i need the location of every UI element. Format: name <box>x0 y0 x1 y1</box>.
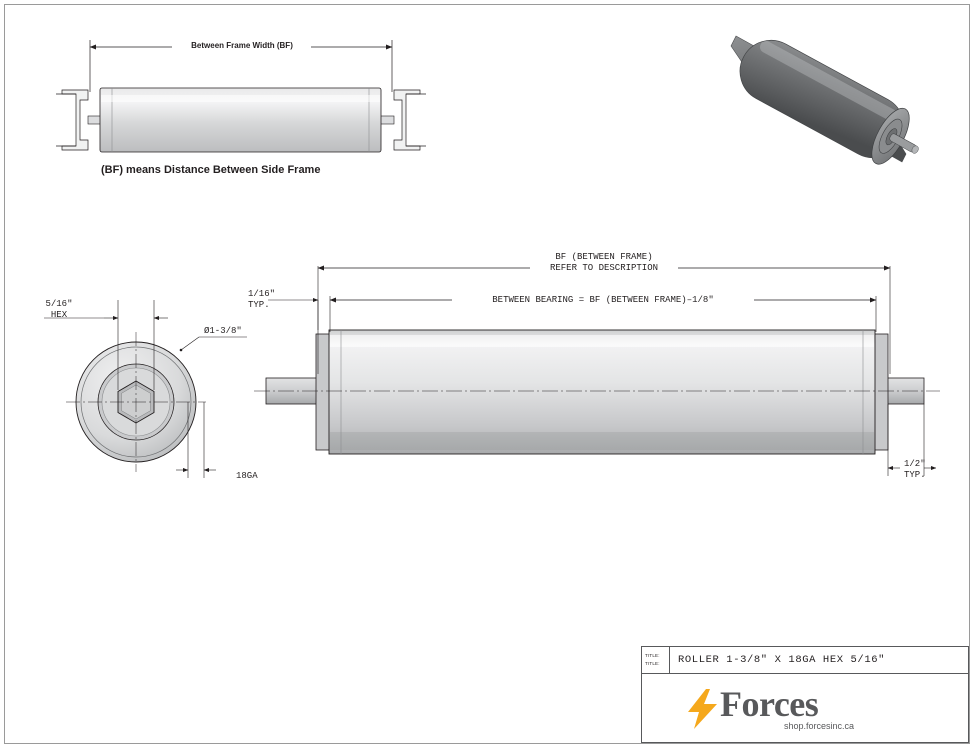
side-view-roller <box>254 330 940 454</box>
part-description: ROLLER 1-3/8" X 18GA HEX 5/16" <box>678 654 886 666</box>
logo-website-url: shop.forcesinc.ca <box>784 720 855 731</box>
between-bearing-label: BETWEEN BEARING = BF (BETWEEN FRAME)–1/8" <box>492 295 714 305</box>
title-block <box>641 646 969 743</box>
left-gap-label-line1: 1/16" <box>248 289 276 299</box>
isometric-roller-3d <box>729 29 933 178</box>
title-block-field-label <box>642 647 670 673</box>
right-shaft-label-line2: TYP. <box>904 470 926 480</box>
title-field-caption-1: TITLE: <box>645 653 660 658</box>
bf-dimension-line2: REFER TO DESCRIPTION <box>549 263 659 273</box>
between-frame-width-label: Between Frame Width (BF) <box>191 41 293 50</box>
title-field-caption-2: TITLE: <box>645 661 660 666</box>
title-block-row-description <box>642 647 968 674</box>
company-logo <box>642 674 968 743</box>
right-shaft-label-line1: 1/2" <box>904 459 926 469</box>
wall-gauge-label: 18GA <box>236 471 258 481</box>
bf-caption: (BF) means Distance Between Side Frame <box>101 164 321 176</box>
tube-diameter-label: Ø1-3/8" <box>204 326 242 336</box>
logo-wordmark: Forces <box>720 683 819 724</box>
between-frame-illustration <box>56 40 426 152</box>
left-gap-label-line2: TYP. <box>248 300 270 310</box>
bf-dimension-line1: BF (BETWEEN FRAME) <box>555 252 653 262</box>
end-view-circle <box>66 332 206 472</box>
hex-size-label-line2: HEX <box>50 310 68 320</box>
lightning-bolt-icon <box>686 689 720 729</box>
hex-size-label-line1: 5/16" <box>45 299 73 309</box>
